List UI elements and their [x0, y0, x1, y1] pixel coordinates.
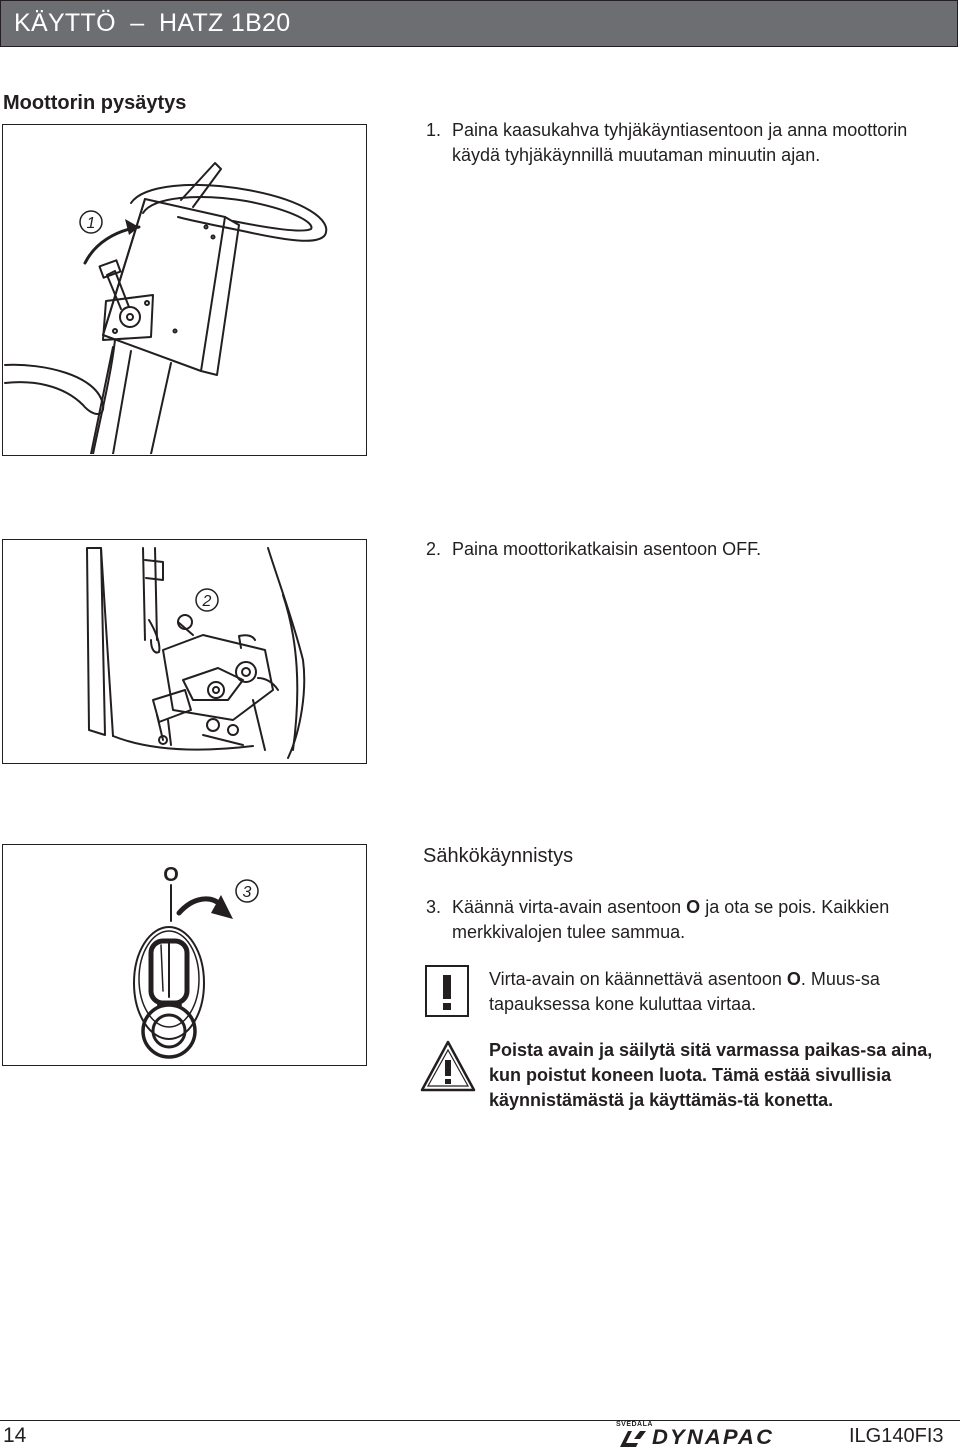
dynapac-logo — [612, 1421, 832, 1449]
step-2-number: 2. — [426, 539, 442, 559]
fig2-callout: 2 — [202, 593, 212, 610]
fig1-callout: 1 — [86, 215, 96, 232]
warning-triangle-icon — [420, 1040, 476, 1092]
step-1 — [426, 118, 926, 168]
engine-stop-switch-illustration — [3, 540, 365, 762]
figure-throttle-lever — [2, 124, 367, 456]
note-text-a: Virta-avain on käännettävä asentoon — [489, 969, 787, 989]
note-text-bold: O — [786, 969, 801, 989]
logo-brand: DYNAPAC — [652, 1426, 775, 1449]
step-1-text: Paina kaasukahva tyhjäkäyntiasentoon ja anna moottorin käydä tyhjäkäynnillä muutaman minuutin ajan. — [452, 120, 908, 165]
fig3-position-label: O — [163, 864, 179, 886]
section-title-electric-start: Sähkökäynnistys — [423, 845, 574, 867]
step-3-text — [452, 895, 926, 945]
figure-engine-stop-switch — [2, 539, 367, 764]
step-3-number: 3. — [426, 897, 442, 917]
throttle-lever-illustration — [3, 125, 365, 454]
note-text-b: . Muus-sa tapauksessa kone kuluttaa virtaa. — [489, 969, 880, 1014]
document-code: ILG140FI3 — [849, 1425, 944, 1447]
step-1-number: 1. — [426, 120, 442, 140]
logo-mark-icon — [618, 1429, 648, 1449]
ignition-key-illustration — [3, 845, 365, 1064]
step-3-text-a: Käännä virta-avain asentoon — [452, 897, 687, 917]
page-number: 14 — [3, 1424, 27, 1447]
exclamation-box-icon — [425, 965, 469, 1017]
step-2 — [426, 537, 926, 562]
fig3-callout: 3 — [242, 884, 252, 901]
warning-text: Poista avain ja säilytä sitä varmassa paikas-sa aina, kun poistut koneen luota. Tämä estää sivullisia käynnistämästä ja käyttämäs-tä konetta. — [489, 1040, 933, 1110]
figure-ignition-key — [2, 844, 367, 1066]
step-2-text: Paina moottorikatkaisin asentoon OFF. — [452, 539, 762, 559]
logo-brand-small: SVEDALA — [616, 1421, 653, 1428]
note-text — [489, 967, 939, 1017]
step-3-text-bold: O — [686, 897, 701, 917]
step-3 — [426, 895, 926, 945]
step-3-text-b: ja ota se pois. Kaikkien merkkivalojen tulee sammua. — [452, 897, 890, 942]
section-title-stop: Moottorin pysäytys — [3, 92, 187, 114]
page-header-title: KÄYTTÖ – HATZ 1B20 — [14, 9, 291, 37]
